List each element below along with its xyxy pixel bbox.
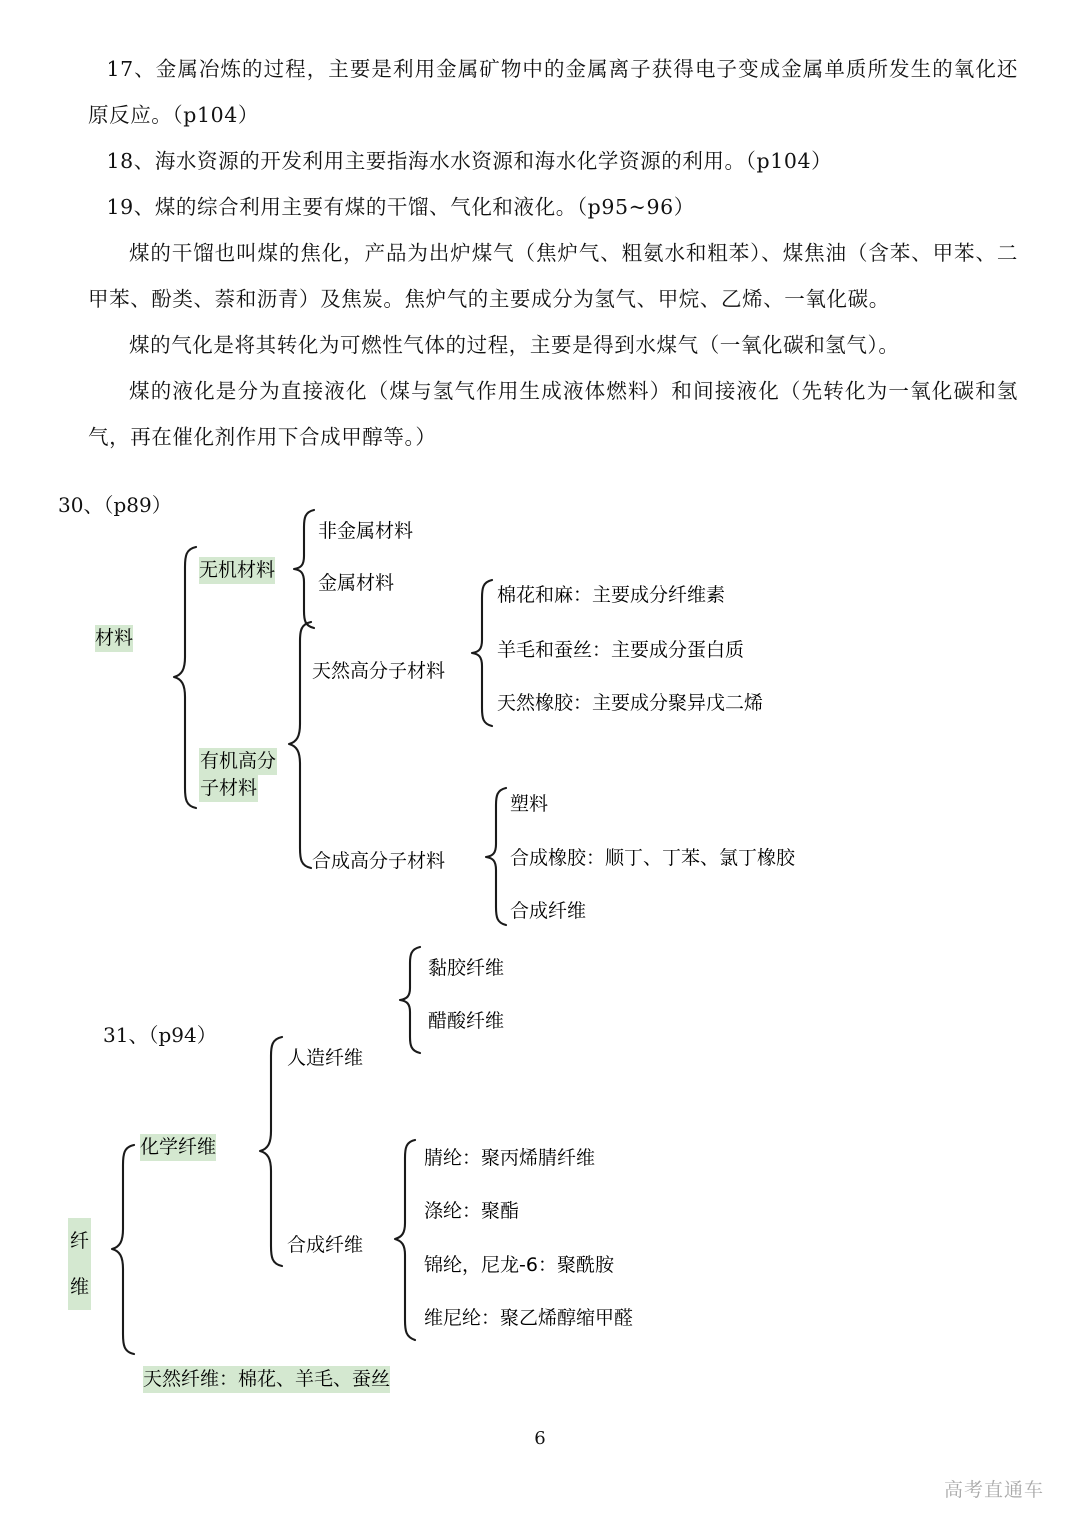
node-synthetic-fiber-30: 合成纤维 [510,900,587,922]
node-natural-fiber: 天然纤维：棉花、羊毛、蚕丝 [143,1366,390,1393]
node-viscose-fiber: 黏胶纤维 [428,957,505,979]
brace-material-root [172,545,198,810]
node-fiber-root-line2: 维 [68,1264,91,1310]
paragraph-coal-gasification: 煤的气化是将其转化为可燃性气体的过程，主要是得到水煤气（一氧化碳和氢气）。 [129,333,900,357]
brace-man-made-children [398,945,422,1055]
node-inorganic-material: 无机材料 [199,557,275,584]
brace-organic-children [287,620,313,870]
node-acrylic-fiber: 腈纶：聚丙烯腈纤维 [424,1147,596,1169]
node-fiber-root-line1: 纤 [68,1218,91,1264]
node-nonmetal-material: 非金属材料 [318,520,414,542]
node-polyester-fiber: 涤纶：聚酯 [424,1200,520,1222]
node-synthetic-rubber: 合成橡胶：顺丁、丁苯、氯丁橡胶 [510,847,796,869]
node-man-made-fiber: 人造纤维 [287,1047,364,1069]
node-chemical-fiber: 化学纤维 [140,1134,216,1161]
node-metal-material: 金属材料 [318,572,395,594]
brace-fiber-root [110,1143,136,1356]
node-cotton-hemp: 棉花和麻：主要成分纤维素 [497,584,726,606]
node-material-root: 材料 [95,625,133,652]
paragraph-17: 17、金属冶炼的过程，主要是利用金属矿物中的金属离子获得电子变成金属单质所发生的氧化还原反应。（p104） [88,57,1018,127]
node-organic-polymer-material [199,748,298,802]
watermark: 高考直通车 [943,1479,1044,1501]
node-wool-silk: 羊毛和蚕丝：主要成分蛋白质 [497,639,745,661]
paragraph-coal-liquefaction: 煤的液化是分为直接液化（煤与氢气作用生成液体燃料）和间接液化（先转化为一氧化碳和氢气，再在催化剂作用下合成甲醇等。） [88,379,1018,449]
brace-synthetic-fiber-children [393,1138,417,1342]
node-synthetic-polymer: 合成高分子材料 [312,850,446,872]
node-organic-polymer-line1: 有机高分 [199,748,277,775]
brace-synthetic-polymer-children [484,786,508,926]
page-number: 6 [534,1428,546,1449]
node-synthetic-fiber: 合成纤维 [287,1234,364,1256]
node-vinylon-fiber: 维尼纶：聚乙烯醇缩甲醛 [424,1307,634,1329]
node-natural-polymer: 天然高分子材料 [312,660,446,682]
paragraph-18: 18、海水资源的开发利用主要指海水水资源和海水化学资源的利用。（p104） [106,149,833,173]
diagram-fibers-number: 31、（p94） [103,1023,217,1047]
node-nylon-fiber: 锦纶，尼龙-6：聚酰胺 [424,1254,614,1276]
node-organic-polymer-line2: 子材料 [199,775,258,802]
node-fiber-root [68,1218,92,1310]
diagram-materials-number: 30、（p89） [58,493,172,517]
paragraph-19: 19、煤的综合利用主要有煤的干馏、气化和液化。（p95~96） [106,195,695,219]
brace-inorganic-children [292,508,316,630]
node-plastic: 塑料 [510,793,549,815]
prose-section [88,46,1018,460]
node-acetate-fiber: 醋酸纤维 [428,1010,505,1032]
brace-natural-polymer-children [470,578,494,728]
paragraph-coal-carbonization: 煤的干馏也叫煤的焦化，产品为出炉煤气（焦炉气、粗氨水和粗苯）、煤焦油（含苯、甲苯、二甲苯、酚类、萘和沥青）及焦炭。焦炉气的主要成分为氢气、甲烷、乙烯、一氧化碳。 [88,241,1018,311]
brace-chemical-fiber-children [258,1035,284,1267]
node-natural-rubber: 天然橡胶：主要成分聚异戊二烯 [497,692,764,714]
